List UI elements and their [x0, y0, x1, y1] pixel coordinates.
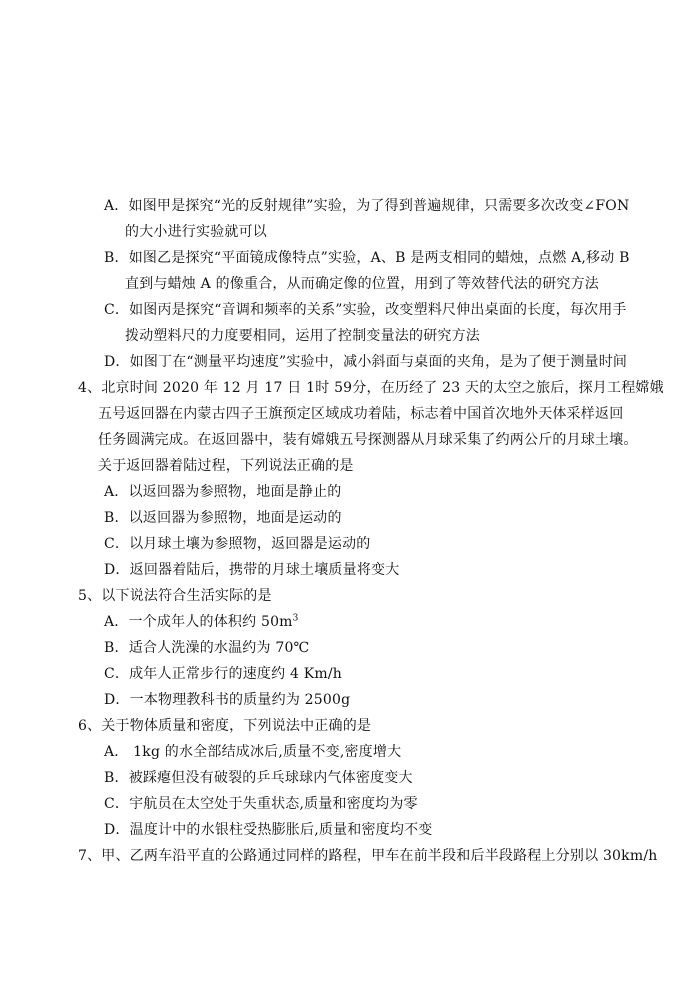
q6-stem: 6、关于物体质量和密度，下列说法中正确的是 — [78, 718, 372, 734]
q4-stem-line4: 关于返回器着陆过程，下列说法正确的是 — [98, 458, 354, 474]
q4-stem-line3: 任务圆满完成。在返回器中，装有嫦娥五号探测器从月球采集了约两公斤的月球土壤。 — [98, 432, 638, 448]
q5-option-c: C．成年人正常步行的速度约 4 Km/h — [104, 666, 342, 682]
q4-option-a: A．以返回器为参照物，地面是静止的 — [104, 484, 342, 500]
q5-option-d: D．一本物理教科书的质量约为 2500g — [104, 692, 351, 708]
q4-option-b: B．以返回器为参照物，地面是运动的 — [104, 510, 342, 526]
q4-stem-line1: 4、北京时间 2020 年 12 月 17 日 1时 59分，在历经了 23 天的太空之旅后，探月工程嫦娥 — [78, 380, 664, 396]
q5-option-a — [104, 612, 299, 632]
q3-option-d-line1: D．如图丁在“测量平均速度”实验中，减小斜面与桌面的夹角，是为了便于测量时间 — [104, 354, 628, 370]
q6-option-a: A． 1kg 的水全部结成冰后,质量不变,密度增大 — [104, 744, 402, 760]
q5-option-a-superscript: 3 — [292, 613, 299, 624]
q3-option-c-line2: 拨动塑料尺的力度要相同，运用了控制变量法的研究方法 — [125, 328, 480, 344]
q6-option-b: B．被踩瘪但没有破裂的乒乓球球内气体密度变大 — [104, 770, 413, 786]
q6-option-c: C．宇航员在太空处于失重状态,质量和密度均为零 — [104, 796, 418, 812]
q4-stem-line2: 五号返回器在内蒙古四子王旗预定区域成功着陆，标志着中国首次地外天体采样返回 — [98, 406, 624, 422]
q5-option-a-text: A．一个成年人的体积约 50m — [104, 614, 293, 630]
q3-option-c-line1: C．如图丙是探究“音调和频率的关系”实验，改变塑料尺伸出桌面的长度，每次用手 — [104, 302, 627, 318]
q6-option-d: D．温度计中的水银柱受热膨胀后,质量和密度均不变 — [104, 822, 433, 838]
q4-option-d: D．返回器着陆后，携带的月球土壤质量将变大 — [104, 562, 400, 578]
q7-stem-line1: 7、甲、乙两车沿平直的公路通过同样的路程，甲车在前半段和后半段路程上分别以 30km/h — [78, 848, 658, 864]
q3-option-a-line2: 的大小进行实验就可以 — [125, 224, 267, 240]
q5-option-b: B．适合人洗澡的水温约为 70℃ — [104, 640, 310, 656]
q5-stem: 5、以下说法符合生活实际的是 — [78, 588, 272, 604]
q3-option-a-line1: A．如图甲是探究“光的反射规律”实验，为了得到普遍规律，只需要多次改变∠FON — [104, 198, 630, 214]
q4-option-c: C．以月球土壤为参照物，返回器是运动的 — [104, 536, 371, 552]
q3-option-b-line1: B．如图乙是探究“平面镜成像特点”实验，A、B 是两支相同的蜡烛，点燃 A,移动 B — [104, 250, 630, 266]
q3-option-b-line2: 直到与蜡烛 A 的像重合，从而确定像的位置，用到了等效替代法的研究方法 — [125, 276, 600, 292]
